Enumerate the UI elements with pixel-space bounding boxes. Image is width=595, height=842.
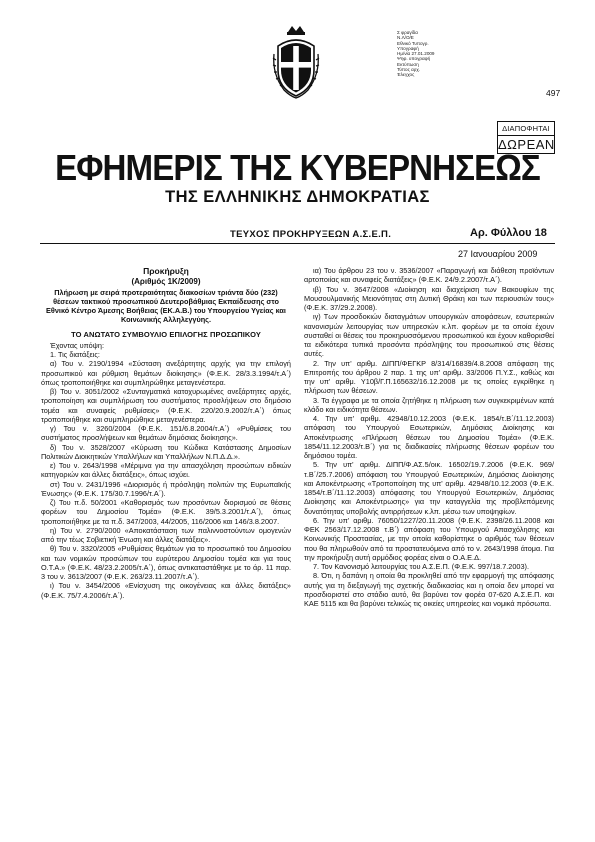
header-rule <box>40 243 555 244</box>
stamp-line: Εκτύπωση <box>397 61 419 67</box>
stamp-line: Ν.Λ/Ο/Ε <box>397 35 414 41</box>
paragraph: 4. Την υπ' αριθμ. 42948/10.12.2003 (Φ.Ε.Κ. 1854/τ.Β΄/11.12.2003) απόφαση του Υπουργού Εσωτερικών, Δημόσιας Διοίκησης και Αποκέντρωσης «Πλήρωση θέσεων του Δημοσίου Τομέα» (Φ.Ε.Κ. 1854/11.12.2003/τ.Β΄) για τις διαδικασίες πλήρωσης θέσεων φορέων του δημόσιου τομέα. <box>304 414 554 460</box>
stamp-line: Εθνικό Τυπογρ. <box>397 40 429 46</box>
notice-description: Πλήρωση με σειρά προτεραιότητας διακοσίων τριάντα δύο (232) θέσεων τακτικού προσωπικού Δευτεροβάθμιας Εκπαίδευσης στο Εθνικό Κέντρο Άμεσης Βοήθειας (ΕΚ.Α.Β.) του Υπουργείου Υγείας και Κοινωνικής Αλληλεγγύης. <box>46 287 286 324</box>
stamp-line: Υπογραφή <box>397 45 419 51</box>
notice-title: Προκήρυξη <box>143 266 189 276</box>
paragraph: 8. Ότι, η δαπάνη η οποία θα προκληθεί από την εφαρμογή της απόφασης αυτής για τη διεξαγωγή της σχετικής διαδικασίας και η οποία δεν μπορεί να προσδιοριστεί στο στάδιο αυτό, θα βαρύνει τον φορέα 07-620 Α.Σ.Ε.Π. και ΚΑΕ 5115 και θα βαρύνει τελικώς τις οικείες υπηρεσίες και νομικά πρόσωπα. <box>304 571 554 608</box>
left-column <box>41 266 291 600</box>
stamp-line: Σ φραγίδα <box>397 30 418 35</box>
paragraph: 3. Τα έγγραφα με τα οποία ζητήθηκε η πλήρωση των συγκεκριμένων κατά κλάδο και ειδικότητα θέσεων. <box>304 395 554 414</box>
paragraph: ι) Του ν. 3454/2006 «Ενίσχυση της οικογένειας και άλλες διατάξεις» (Φ.Ε.Κ. 75/7.4.2006/τ.Α΄). <box>41 581 291 600</box>
paragraph: ιβ) Του ν. 3647/2008 «Διοίκηση και διαχείριση των Βακουφίων της Μουσουλμανικής Μειονότητας στη Δυτική Θράκη και των περιουσιών τους» (Φ.Ε.Κ. 37/29.2.2008). <box>304 284 554 312</box>
paragraph: 5. Την υπ' αριθμ. ΔΙΠΠ/Φ.ΑΣ.5/οικ. 16502/19.7.2006 (Φ.Ε.Κ. 969/τ.Β΄/25.7.2006) απόφαση του Υπουργού Εσωτερικών, Δημόσιας Διοίκησης και Αποκέντρωσης «Τροποποίηση της υπ' αριθμ. 42948/10.12.2003 (Φ.Ε.Κ. 1854/τ.Β΄/11.12.2003) απόφασης του Υπουργού Εσωτερικών, Δημόσιας Διοίκησης και Αποκέντρωσης» για την καταγγελία της προβλεπόμενης δυνατότητας υποβολής αντιρρήσεων κ.λπ. μέσω των υποψηφίων. <box>304 460 554 516</box>
greek-coat-of-arms-icon <box>270 24 322 100</box>
paragraph: 7. Τον Κανονισμό λειτουργίας του Α.Σ.Ε.Π. (Φ.Ε.Κ. 997/18.7.2003). <box>313 562 529 571</box>
stamp-line: Ψηφ. υπογραφή <box>397 56 431 62</box>
paragraph: 2. Την υπ' αριθμ. ΔΙΠΠ/ΦΕΓΚΡ 8/314/16839/4.8.2008 απόφαση της Επιτροπής του άρθρου 2 παρ. 1 της υπ' αριθμ. 33/2006 Π.Υ.Σ., καθώς και την υπ' αριθμ. Υ10β/Γ.Π.165632/16.12.2008 με τις οποίες εγκρίθηκε η πλήρωση των θέσεων. <box>304 358 554 396</box>
paragraph: ιγ) Των προσδοκιών διαταγμάτων υπουργικών αποφάσεων, εσωτερικών κανονισμών λειτουργίας των υπηρεσιών κ.λπ. φορέων με τα οποία έχουν συσταθεί οι θέσεις του προκηρυσσόμενου προσωπικού και έχουν καθορισθεί τα ειδικότερα τυπικά προσόντα πρόσληψης του προσωπικού στις θέσεις αυτές. <box>304 312 554 359</box>
issue-date: 27 Ιανουαρίου 2009 <box>458 249 538 259</box>
paragraph: γ) Του ν. 3260/2004 (Φ.Ε.Κ. 151/6.8.2004/τ.Α΄) «Ρυθμίσεις του συστήματος προσλήψεων και θεμάτων δημόσιας διοίκησης». <box>41 424 291 443</box>
free-price: ΔΩΡΕΑΝ <box>498 137 555 152</box>
gazette-title: ΕΦΗΜΕΡΙΣ ΤΗΣ ΚΥΒΕΡΝΗΣΕΩΣ <box>55 147 540 188</box>
sheet-number: Αρ. Φύλλου 18 <box>470 227 547 239</box>
paragraph: 6. Την υπ' αριθμ. 76050/1227/20.11.2008 (Φ.Ε.Κ. 2398/26.11.2008 και ΦΕΚ 2563/17.12.2008 τ.Β΄) απόφαση του Υπουργού Απασχόλησης και Κοινωνικής Προστασίας, με την οποία καθορίστηκε ο αριθμός των θέσεων που θα πληρωθούν από τα προστατευόμενα από το ν. 2643/1998 άτομα. Για την προκήρυξη αυτή αρμόδιος φορέας είναι ο Ο.Α.Ε.Δ. <box>304 515 554 562</box>
notice-number: (Αριθμός 1Κ/2009) <box>131 277 201 287</box>
digital-signature-stamp <box>397 30 461 78</box>
stamp-line: Τύπος αρχ. <box>397 67 421 73</box>
page-number: 497 <box>546 88 561 98</box>
right-column <box>304 266 554 608</box>
paragraph: α) Του ν. 2190/1994 «Σύσταση ανεξάρτητης αρχής για την επιλογή προσωπικού και ρύθμιση θεμάτων διοίκησης» (Φ.Ε.Κ. 28/3.3.1994/τ.Α΄) όπως τροποποιήθηκε και συμπληρώθηκε μεταγενέστερα. <box>41 359 291 387</box>
paragraph: Έχοντας υπόψη: <box>50 340 104 350</box>
council-heading: ΤΟ ΑΝΩΤΑΤΟ ΣΥΜΒΟΥΛΙΟ ΕΠΙΛΟΓΗΣ ΠΡΟΣΩΠΙΚΟΥ <box>71 329 261 339</box>
paragraph: 1. Τις διατάξεις: <box>50 350 100 359</box>
issue-type: ΤΕΥΧΟΣ ΠΡΟΚΗΡΥΞΕΩΝ Α.Σ.Ε.Π. <box>230 229 392 240</box>
stamp-line: Ημ/νία 27.01.2009 <box>397 51 435 57</box>
paragraph: θ) Του ν. 3320/2005 «Ρυθμίσεις θεμάτων για το προσωπικό του Δημοσίου και των νομικών προσώπων του ευρύτερου Δημοσίου τομέα και για τους Ο.Τ.Α.» (Φ.Ε.Κ. 48/23.2.2005/τ.Α΄), όπως αντικαταστάθηκε με το άρ. 11 παρ. 3 του ν. 3613/2007 (Φ.Ε.Κ. 263/23.11.2007/τ.Α΄). <box>41 544 291 581</box>
gazette-subtitle: ΤΗΣ ΕΛΛΗΝΙΚΗΣ ΔΗΜΟΚΡΑΤΙΑΣ <box>165 188 430 206</box>
stamp-line: Έλεγχος <box>397 72 415 78</box>
paragraph: ζ) Του π.δ. 50/2001 «Καθορισμός των προσόντων διορισμού σε θέσεις φορέων του Δημοσίου Τομέα» (Φ.Ε.Κ. 39/5.3.2001/τ.Α΄), όπως τροποποιήθηκε με τα π.δ. 347/2003, 44/2005, 116/2006 και 146/3.8.2007. <box>41 498 291 526</box>
paragraph: δ) Του ν. 3528/2007 «Κύρωση του Κώδικα Κατάστασης Δημοσίων Πολιτικών Διοικητικών Υπαλλήλων και Υπαλλήλων Ν.Π.Δ.Δ.». <box>41 442 291 461</box>
paragraph: η) Του ν. 2790/2000 «Αποκατάσταση των παλιννοστούντων ομογενών από την τέως Σοβιετική Ένωση και άλλες διατάξεις». <box>41 525 291 544</box>
paragraph: β) Του ν. 3051/2002 «Συνταγματικά κατοχυρωμένες ανεξάρτητες αρχές, τροποποίηση και συμπλήρωση του συστήματος προσλήψεων στο δημόσιο τομέα και συναφείς ρυθμίσεις» (Φ.Ε.Κ. 220/20.9.2002/τ.Α΄) όπως τροποποιήθηκε και συμπληρώθηκε μεταγενέστερα. <box>41 387 291 424</box>
paragraph: ε) Του ν. 2643/1998 «Μέριμνα για την απασχόληση προσώπων ειδικών κατηγοριών και άλλες διατάξεις», όπως ισχύει. <box>41 461 291 480</box>
paragraph: στ) Του ν. 2431/1996 «Διορισμός ή πρόσληψη πολιτών της Ευρωπαϊκής Ένωσης» (Φ.Ε.Κ. 175/30.7.1996/τ.Α΄). <box>41 479 291 498</box>
free-label: ΔΙΑΠΟΦΗΤΑΙ <box>502 124 550 133</box>
paragraph: ια) Του άρθρου 23 του ν. 3536/2007 «Παραγωγή και διάθεση προϊόντων αρτοποιίας και συναφείς διατάξεις» (Φ.Ε.Κ. 24/9.2.2007/τ.Α΄). <box>304 266 554 285</box>
